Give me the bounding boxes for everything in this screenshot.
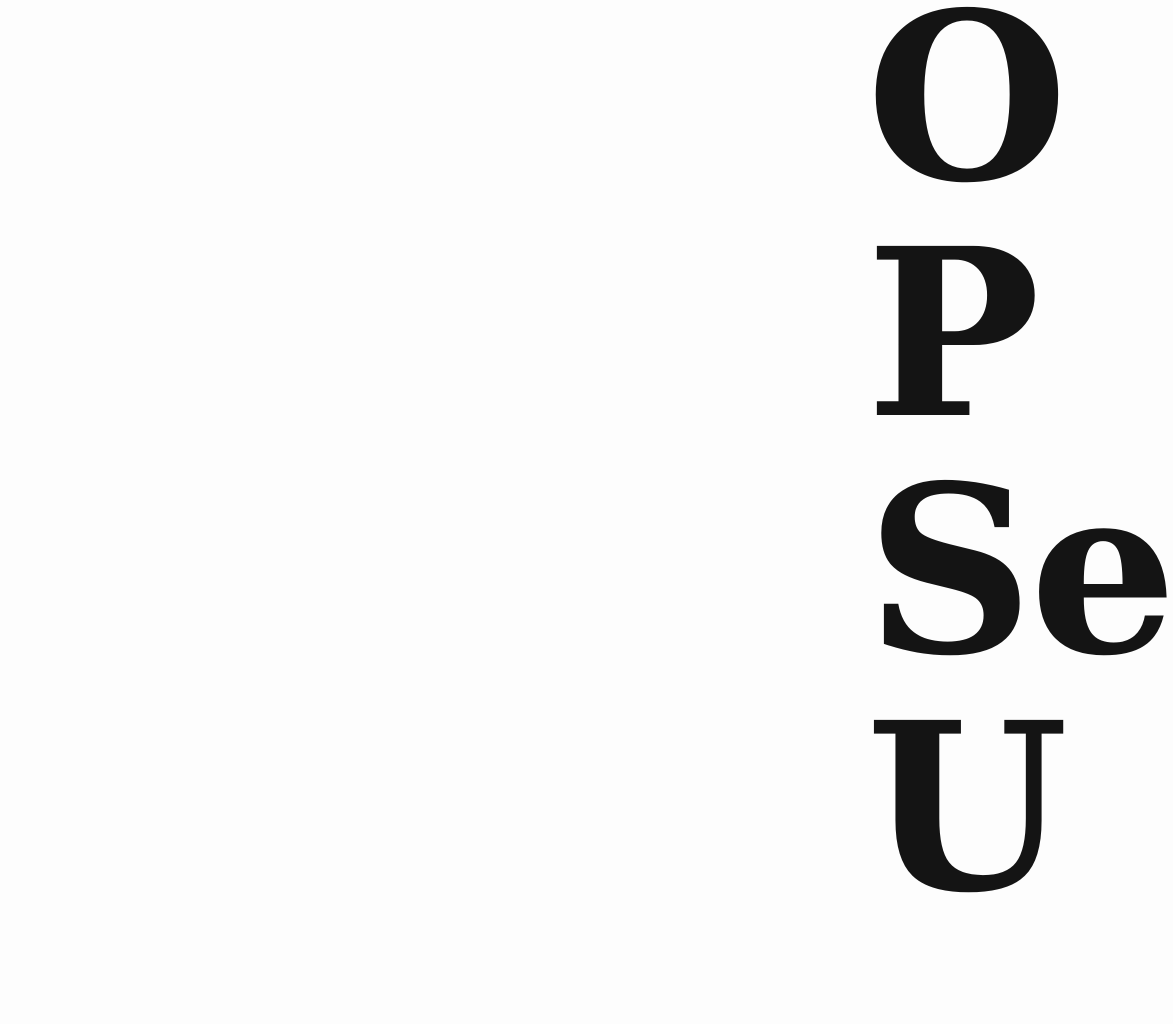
text-line-3: Se [866, 434, 1173, 707]
text-line-2: P [866, 197, 1037, 470]
text-line-1: O [866, 0, 1065, 234]
text-line-4: U [866, 671, 1065, 944]
cropped-text-column [866, 0, 1173, 1024]
